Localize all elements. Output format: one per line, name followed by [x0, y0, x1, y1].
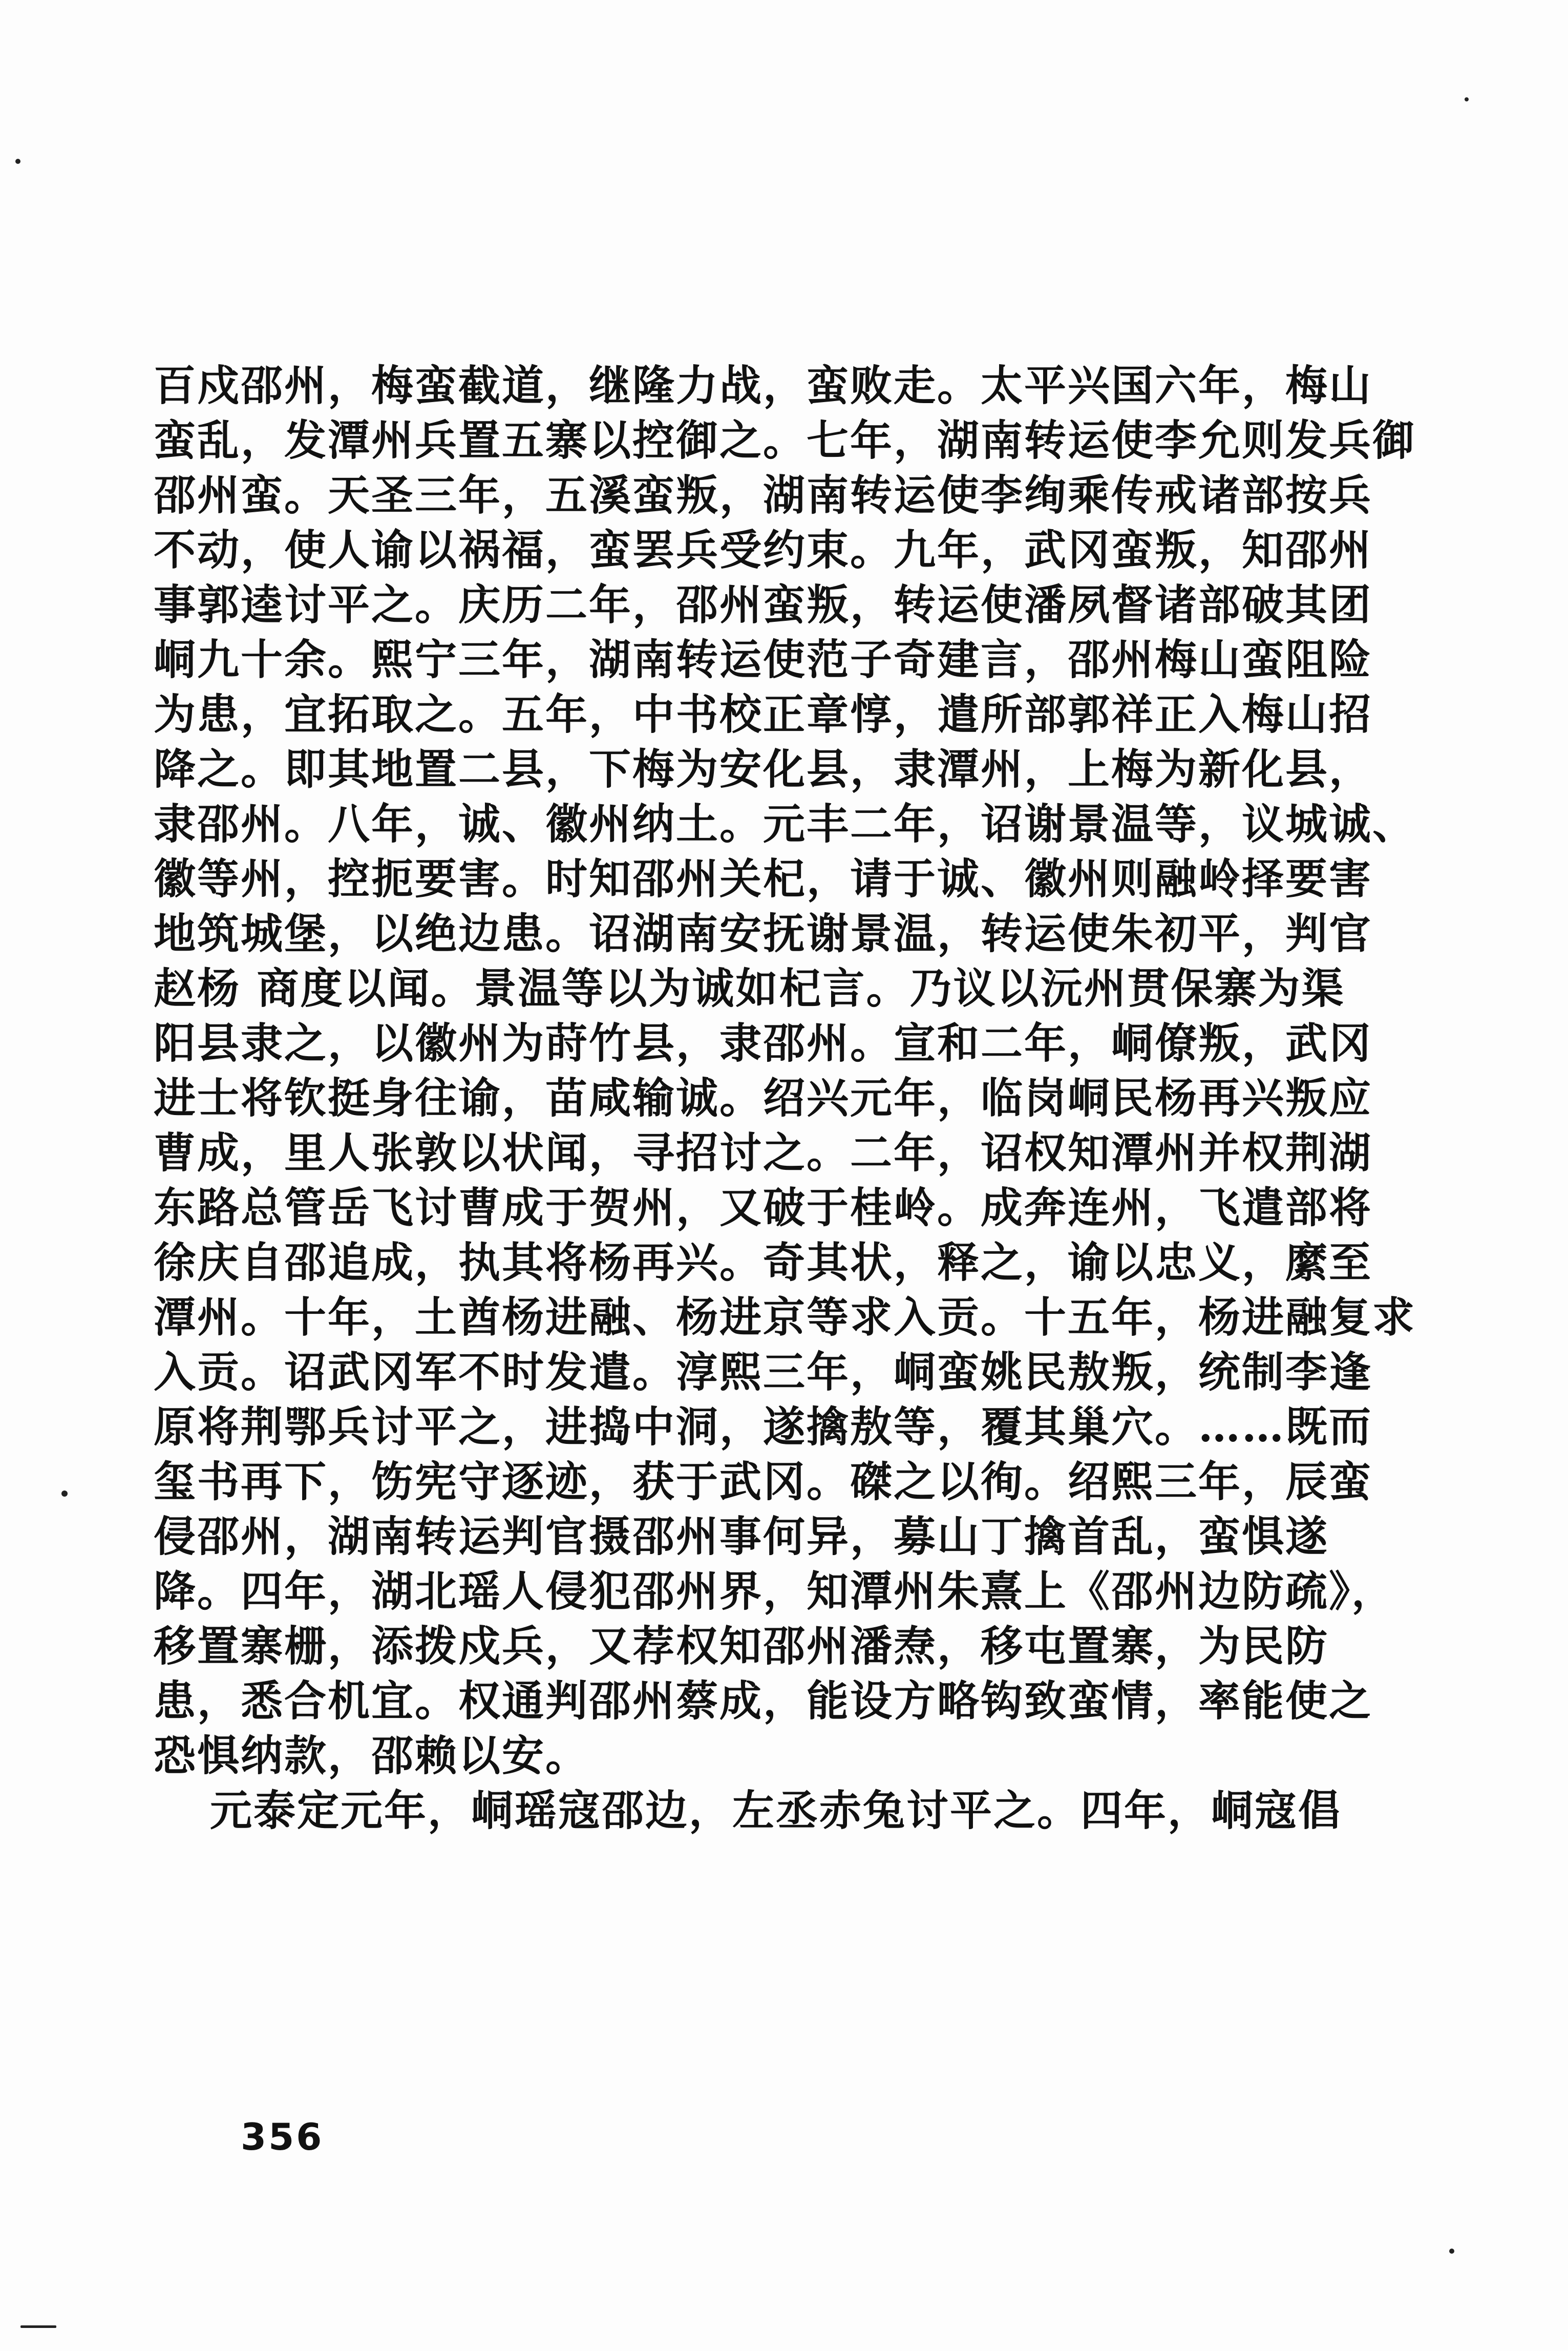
text-line: 移置寨栅，添拨戍兵，又荐权知邵州潘焘，移屯置寨，为民防 [154, 1622, 1329, 1671]
paragraph-start-line: 元泰定元年，峒瑶寇邵边，左丞赤兔讨平之。四年，峒寇倡 [210, 1786, 1342, 1835]
text-line: 赵杨 商度以闻。景温等以为诚如杞言。乃议以沅州贯保寨为渠 [154, 964, 1345, 1013]
text-line: 入贡。诏武冈军不时发遣。淳熙三年，峒蛮姚民敖叛，统制李逢 [154, 1348, 1373, 1397]
text-line: 侵邵州，湖南转运判官摄邵州事何异，募山丁擒首乱，蛮惧遂 [154, 1512, 1329, 1561]
text-line: 邵州蛮。天圣三年，五溪蛮叛，湖南转运使李绚乘传戒诸部按兵 [154, 471, 1373, 520]
text-line: 为患，宜拓取之。五年，中书校正章惇，遣所部郭祥正入梅山招 [154, 690, 1373, 739]
text-line: 潭州。十年，土酋杨进融、杨进京等求入贡。十五年，杨进融复求 [154, 1293, 1416, 1342]
text-line: 阳县隶之，以徽州为莳竹县，隶邵州。宣和二年，峒僚叛，武冈 [154, 1019, 1373, 1068]
text-line: 进士将钦挺身往谕，苗咸输诚。绍兴元年，临岗峒民杨再兴叛应 [154, 1074, 1373, 1123]
text-line: 曹成，里人张敦以状闻，寻招讨之。二年，诏权知潭州并权荆湖 [154, 1128, 1373, 1178]
scan-speck [61, 1491, 68, 1497]
text-line: 峒九十余。熙宁三年，湖南转运使范子奇建言，邵州梅山蛮阻险 [154, 635, 1373, 684]
text-line: 徐庆自邵追成，执其将杨再兴。奇其状，释之，谕以忠义，縻至 [154, 1238, 1373, 1287]
scan-speck [1465, 97, 1469, 101]
text-line: 恐惧纳款，邵赖以安。 [154, 1731, 589, 1780]
scan-speck [1449, 2249, 1454, 2254]
text-line: 玺书再下，饬宪守逐迹，获于武冈。磔之以徇。绍熙三年，辰蛮 [154, 1457, 1373, 1506]
scan-speck [15, 159, 20, 164]
text-line: 隶邵州。八年，诚、徽州纳土。元丰二年，诏谢景温等，议城诚、 [154, 800, 1416, 849]
text-line: 不动，使人谕以祸福，蛮罢兵受约束。九年，武冈蛮叛，知邵州 [154, 526, 1373, 575]
text-line: 降。四年，湖北瑶人侵犯邵州界，知潭州朱熹上《邵州边防疏》， [154, 1567, 1395, 1616]
text-line: 蛮乱，发潭州兵置五寨以控御之。七年，湖南转运使李允则发兵御 [154, 416, 1416, 465]
text-line: 患，悉合机宜。权通判邵州蔡成，能设方略钩致蛮情，率能使之 [154, 1676, 1373, 1726]
text-line: 原将荆鄂兵讨平之，进捣中洞，遂擒敖等，覆其巢穴。……既而 [154, 1402, 1373, 1452]
scan-speck [20, 2325, 56, 2328]
text-line: 事郭逵讨平之。庆历二年，邵州蛮叛，转运使潘夙督诸部破其团 [154, 580, 1373, 629]
body-text [154, 359, 1416, 1838]
page-number: 356 [241, 2115, 324, 2158]
text-line: 降之。即其地置二县，下梅为安化县，隶潭州，上梅为新化县， [154, 745, 1373, 794]
text-line: 地筑城堡，以绝边患。诏湖南安抚谢景温，转运使朱初平，判官 [154, 909, 1373, 958]
text-line: 东路总管岳飞讨曹成于贺州，又破于桂岭。成奔连州，飞遣部将 [154, 1183, 1373, 1232]
text-line: 百戍邵州，梅蛮截道，继隆力战，蛮败走。太平兴国六年，梅山 [154, 361, 1373, 410]
text-line: 徽等州，控扼要害。时知邵州关杞，请于诚、徽州则融岭择要害 [154, 854, 1373, 904]
